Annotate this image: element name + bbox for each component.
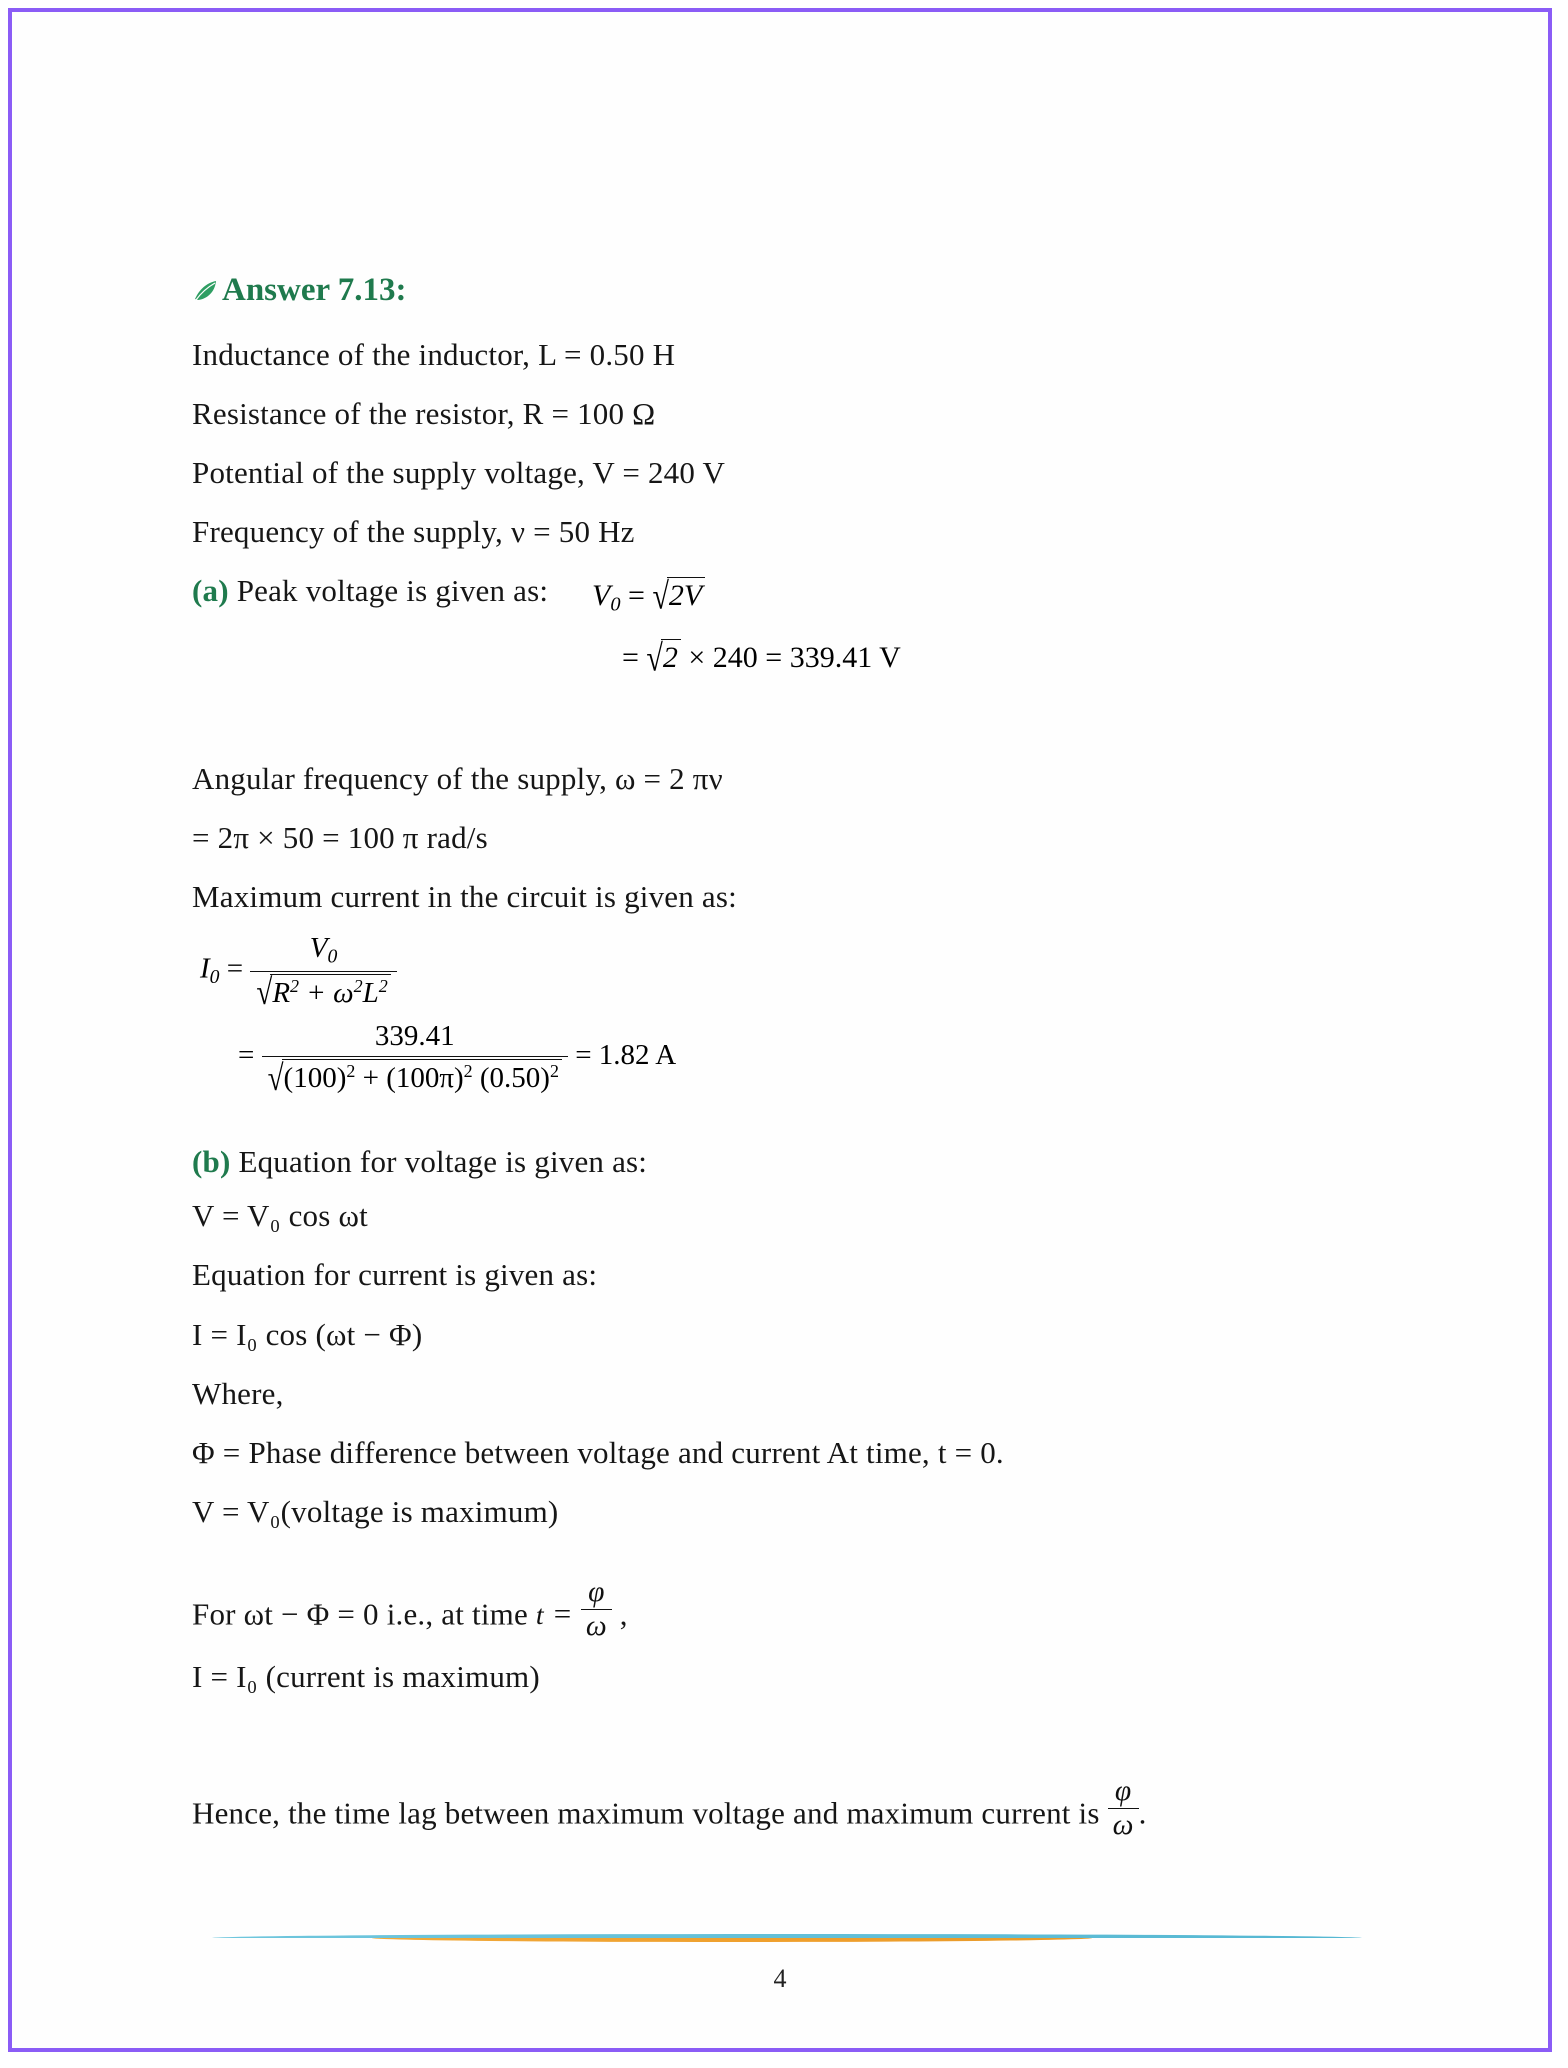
part-b-line [192,1138,1372,1186]
page-number: 4 [773,1964,787,1993]
conclusion-prefix: Hence, the time lag between maximum voltage and maximum current is [192,1795,1100,1831]
max-current-result: = 1.82 A [575,1039,677,1072]
max-current-fraction [250,932,396,1014]
max-current-num-sub: 0 [327,945,338,968]
given-line-frequency: Frequency of the supply, ν = 50 Hz [192,514,635,550]
time-fraction-num: φ [581,1577,612,1610]
max-current-equals: = [226,952,244,985]
max-current-num-value: 339.41 [262,1020,568,1056]
peak-voltage-lhs-sub: 0 [610,593,621,616]
part-a-label: (a) [192,573,229,609]
answer-heading [192,272,1372,309]
answer-heading-text: Answer 7.13: [222,272,407,308]
max-current-fraction-2 [262,1020,568,1099]
peak-voltage-lhs: V [592,579,611,613]
given-line-inductance: Inductance of the inductor, L = 0.50 H [192,337,676,372]
max-current-equation-2: = $\frac{339.41}{√(100)^2 + (100\pi)^2 (0.50)^2}$ = 1.82 A [238,1020,677,1099]
time-lag-fraction [1108,1776,1139,1841]
part-b-label: (b) [192,1144,231,1180]
given-line-resistance: Resistance of the resistor, R = 100 Ω [192,396,656,432]
max-current-intro-line: Maximum current in the circuit is given as: [192,879,737,915]
time-lag-num: φ [1108,1776,1139,1809]
time-lag-den: ω [1112,1808,1134,1841]
for-omega-line [192,1577,1372,1642]
current-equation-intro-line: Equation for current is given as: [192,1257,598,1293]
max-current-math [192,932,1372,1132]
current-maximum-line: I = I₀ (current is maximum) [192,1658,540,1694]
time-fraction-den: ω [585,1609,607,1642]
max-current-num-v: V [309,932,328,965]
document-content [192,272,1372,1851]
voltage-equation-line: V = V₀ cos ωt [192,1198,368,1234]
page-canvas [12,12,1548,2048]
footer-divider-orange [372,1938,1092,1942]
angular-frequency-value-line: = 2π × 50 = 100 π rad/s [192,820,488,856]
conclusion-suffix: . [1138,1795,1147,1831]
given-line-voltage: Potential of the supply voltage, V = 240 V [192,455,726,491]
part-a-line [192,567,1372,615]
angular-frequency-line: Angular frequency of the supply, ω = 2 πν [192,761,723,797]
max-current-equation-1 [200,932,397,1014]
max-current-lhs: I [200,952,210,985]
peak-voltage-equation-1: $V_0 = √2V$ [592,577,705,617]
voltage-maximum-line: V = V₀(voltage is maximum) [192,1493,559,1529]
peak-voltage-equation-2: = √2 × 240 = 339.41 V [622,637,901,680]
page-border [8,8,1552,2052]
part-a-text: Peak voltage is given as: [236,573,549,609]
for-omega-suffix: , [619,1596,628,1632]
current-equation-line: I = I₀ cos (ωt − Φ) [192,1316,423,1352]
phase-difference-line: Φ = Phase difference between voltage and current At time, t = 0. [192,1434,1004,1470]
leaf-icon [192,276,218,302]
max-current-denominator: $√R^2 + \omega^2L^2$ [250,972,396,1010]
part-b-text: Equation for voltage is given as: [238,1144,648,1180]
max-current-numerator [250,932,396,971]
max-current-lhs-sub: 0 [209,966,220,989]
time-expression: t = $\frac{\varphi}{\omega}$ [536,1596,620,1631]
for-omega-prefix: For ωt − Φ = 0 i.e., at time [192,1596,528,1632]
time-fraction [581,1577,612,1642]
footer-divider [212,1934,1362,1942]
conclusion-line [192,1776,1372,1841]
where-line: Where, [192,1375,284,1411]
max-current-den-value: $√(100)^2 + (100\pi)^2$ $(0.50)^2$ [262,1057,568,1095]
